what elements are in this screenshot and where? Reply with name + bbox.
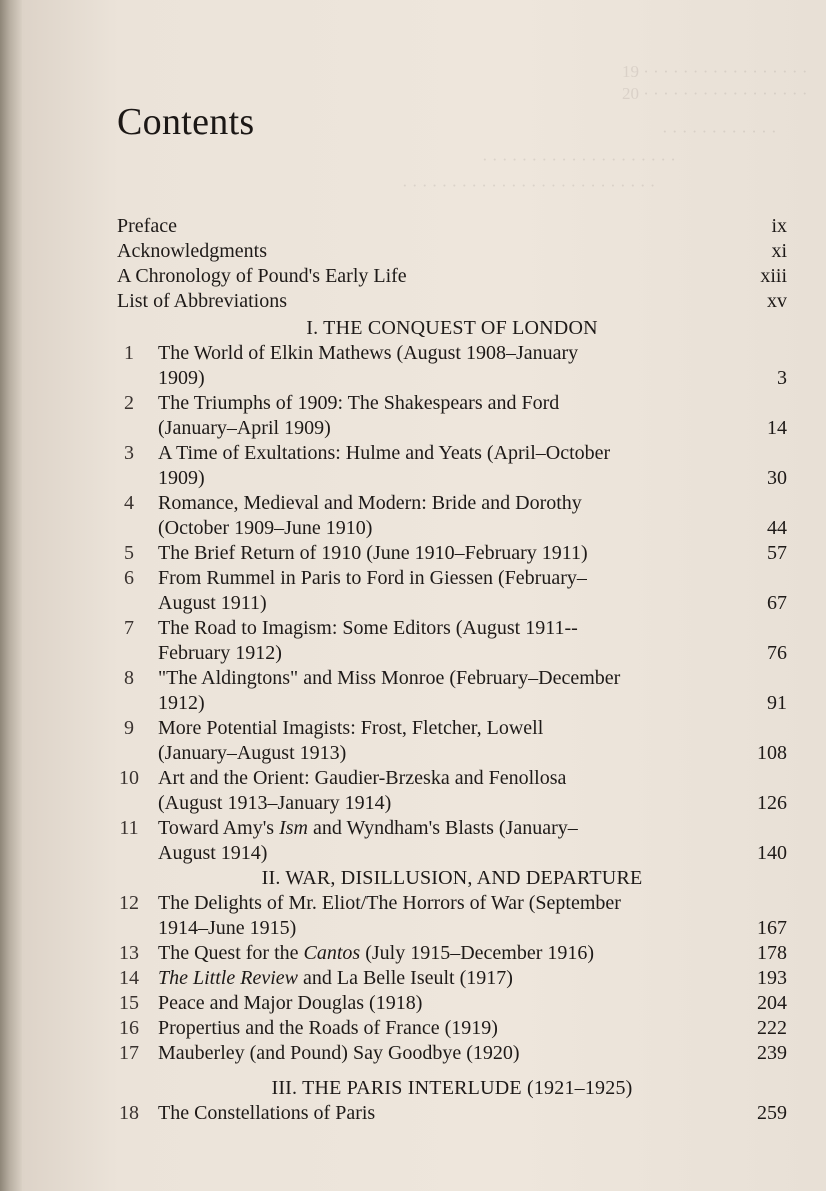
chapter-title-line: The Road to Imagism: Some Editors (August 1911-- — [158, 617, 578, 639]
chapter-page: 91 — [767, 692, 787, 714]
part-heading: III. THE PARIS INTERLUDE (1921–1925) — [271, 1077, 633, 1099]
italic-title-text: Ism — [279, 817, 308, 839]
chapter-entry — [117, 566, 787, 616]
chapter-number: 8 — [124, 667, 134, 689]
chapter-page: 239 — [757, 1042, 787, 1064]
chapter-title-text: (July 1915–December 1916) — [360, 942, 595, 964]
chapter-title-line: The Constellations of Paris — [158, 1102, 376, 1124]
chapter-number: 15 — [119, 992, 139, 1014]
chapter-page: 108 — [757, 742, 787, 764]
parts-list — [117, 316, 787, 1126]
chapter-page: 167 — [757, 917, 787, 939]
part-heading: I. THE CONQUEST OF LONDON — [306, 317, 598, 339]
toc-entry-page: xiii — [760, 265, 787, 287]
chapter-title-line: Romance, Medieval and Modern: Bride and Dorothy — [158, 492, 582, 514]
chapter-number: 5 — [124, 542, 134, 564]
chapter-title — [158, 616, 727, 666]
chapter-title — [158, 391, 727, 441]
chapter-page: 204 — [757, 992, 787, 1014]
chapter-number: 18 — [119, 1102, 139, 1124]
chapter-entry — [117, 391, 787, 441]
chapter-title — [158, 716, 727, 766]
chapter-number: 6 — [124, 567, 134, 589]
chapter-page: 126 — [757, 792, 787, 814]
chapter-number: 12 — [119, 892, 139, 914]
chapter-entry — [117, 1101, 787, 1126]
chapter-title-line: August 1911) — [158, 592, 267, 614]
italic-title-text: The Little Review — [158, 967, 298, 989]
chapter-title-line: From Rummel in Paris to Ford in Giessen (February– — [158, 567, 587, 589]
chapter-title — [158, 566, 727, 616]
chapter-title-text: The Quest for the — [158, 942, 304, 964]
chapter-title-line — [158, 841, 727, 866]
toc-entry — [117, 239, 787, 264]
toc-entry-label: Acknowledgments — [117, 240, 267, 262]
book-spine-shadow — [0, 0, 22, 1191]
show-through-text: · · · · · · · · · · · · · · · · · · · · · · · · · · — [402, 176, 656, 195]
chapter-title — [158, 441, 727, 491]
chapter-entry — [117, 491, 787, 541]
toc-entry — [117, 264, 787, 289]
chapter-title-line: "The Aldingtons" and Miss Monroe (February–December — [158, 667, 621, 689]
show-through-text: 19 · · · · · · · · · · · · · · · · · — [622, 62, 808, 81]
chapter-title — [158, 991, 727, 1016]
front-matter-list — [117, 214, 787, 314]
chapter-page: 14 — [767, 417, 787, 439]
chapter-title-line: Peace and Major Douglas (1918) — [158, 992, 423, 1014]
chapter-page: 222 — [757, 1017, 787, 1039]
toc-entry-label: List of Abbreviations — [117, 290, 287, 312]
chapter-entry — [117, 616, 787, 666]
chapter-number: 13 — [119, 942, 139, 964]
part-heading: II. WAR, DISILLUSION, AND DEPARTURE — [261, 867, 643, 889]
chapter-title — [158, 816, 727, 866]
chapter-page: 259 — [757, 1102, 787, 1124]
chapter-title-line: Art and the Orient: Gaudier-Brzeska and Fenollosa — [158, 767, 567, 789]
toc-entry-label: Preface — [117, 215, 177, 237]
chapter-title-text: and La Belle Iseult (1917) — [297, 967, 513, 989]
chapter-title-line: Propertius and the Roads of France (1919) — [158, 1017, 498, 1039]
show-through-text: · · · · · · · · · · · · — [662, 122, 777, 141]
chapter-number: 1 — [124, 342, 134, 364]
chapter-title — [158, 766, 727, 816]
chapter-title-line: More Potential Imagists: Frost, Fletcher, Lowell — [158, 717, 544, 739]
chapter-title-line: 1914–June 1915) — [158, 917, 297, 939]
chapter-entry — [117, 716, 787, 766]
chapter-number: 16 — [119, 1017, 139, 1039]
chapter-title — [158, 666, 727, 716]
chapter-title-line: A Time of Exultations: Hulme and Yeats (April–October — [158, 442, 611, 464]
chapter-page: 67 — [767, 592, 787, 614]
italic-title-text: Cantos — [303, 942, 361, 964]
chapter-title — [158, 1041, 727, 1066]
chapter-entry — [117, 341, 787, 391]
chapter-title-text: August 1914) — [158, 842, 268, 864]
chapter-title-line: 1909) — [158, 367, 205, 389]
chapter-page: 76 — [767, 642, 787, 664]
chapter-title — [158, 941, 727, 966]
chapter-entry — [117, 666, 787, 716]
chapter-number: 17 — [119, 1042, 139, 1064]
chapter-page: 3 — [777, 367, 787, 389]
chapter-title-line — [158, 816, 727, 841]
chapter-title-line: (August 1913–January 1914) — [158, 792, 392, 814]
chapter-page: 30 — [767, 467, 787, 489]
chapter-title-line — [158, 966, 727, 991]
chapter-number: 4 — [124, 492, 134, 514]
chapter-number: 10 — [119, 767, 139, 789]
toc-entry — [117, 289, 787, 314]
chapter-title — [158, 966, 727, 991]
chapter-page: 44 — [767, 517, 787, 539]
chapter-title-line: (January–April 1909) — [158, 417, 331, 439]
chapter-title — [158, 1016, 727, 1041]
chapter-number: 11 — [119, 817, 139, 839]
chapter-entry — [117, 816, 787, 866]
chapter-page: 140 — [757, 842, 787, 864]
chapter-title-line: February 1912) — [158, 642, 282, 664]
chapter-number: 7 — [124, 617, 134, 639]
chapter-number: 2 — [124, 392, 134, 414]
chapter-page: 57 — [767, 542, 787, 564]
chapter-title-line: The Brief Return of 1910 (June 1910–February 1911) — [158, 542, 588, 564]
table-of-contents — [117, 214, 787, 1126]
chapter-title-text: and Wyndham's Blasts (January– — [307, 817, 578, 839]
chapter-title-line: The Delights of Mr. Eliot/The Horrors of War (September — [158, 892, 621, 914]
toc-entry-page: ix — [771, 215, 787, 237]
chapter-title — [158, 541, 727, 566]
chapter-title-line: (January–August 1913) — [158, 742, 347, 764]
toc-entry-page: xv — [767, 290, 787, 312]
chapter-entry — [117, 441, 787, 491]
chapter-entry — [117, 1016, 787, 1041]
show-through-text: 20 · · · · · · · · · · · · · · · · · — [622, 84, 808, 103]
chapter-title-text: Toward Amy's — [158, 817, 280, 839]
chapter-title-line: 1909) — [158, 467, 205, 489]
chapter-number: 14 — [119, 967, 139, 989]
chapter-entry — [117, 1041, 787, 1066]
chapter-title-line — [158, 941, 727, 966]
chapter-page: 178 — [757, 942, 787, 964]
chapter-number: 3 — [124, 442, 134, 464]
chapter-title-line: 1912) — [158, 692, 205, 714]
chapter-entry — [117, 966, 787, 991]
chapter-title — [158, 491, 727, 541]
chapter-entry — [117, 891, 787, 941]
toc-entry-page: xi — [771, 240, 787, 262]
chapter-entry — [117, 541, 787, 566]
chapter-entry — [117, 991, 787, 1016]
chapter-entry — [117, 941, 787, 966]
chapter-title — [158, 1101, 727, 1126]
chapter-title — [158, 891, 727, 941]
page-title: Contents — [117, 101, 255, 143]
chapter-title-line: Mauberley (and Pound) Say Goodbye (1920) — [158, 1042, 520, 1064]
toc-entry-label: A Chronology of Pound's Early Life — [117, 265, 407, 287]
chapter-page: 193 — [757, 967, 787, 989]
show-through-text: · · · · · · · · · · · · · · · · · · · · — [482, 150, 676, 169]
chapter-title — [158, 341, 727, 391]
chapter-entry — [117, 766, 787, 816]
toc-entry — [117, 214, 787, 239]
chapter-title-line: (October 1909–June 1910) — [158, 517, 373, 539]
chapter-title-line: The World of Elkin Mathews (August 1908–January — [158, 342, 579, 364]
chapter-title-line: The Triumphs of 1909: The Shakespears and Ford — [158, 392, 560, 414]
chapter-number: 9 — [124, 717, 134, 739]
